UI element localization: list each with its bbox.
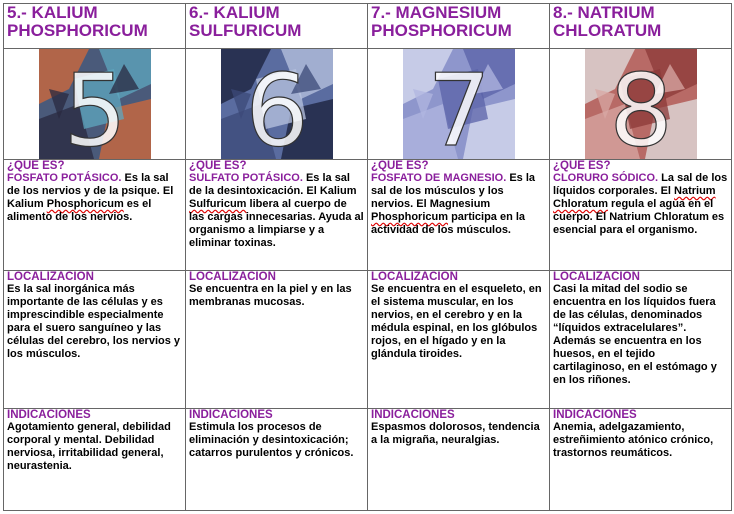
que-text	[371, 172, 546, 237]
que-text-a: Es la sal de la desintoxicación. El Kalium	[189, 172, 357, 197]
loc-text: Se encuentra en el esqueleto, en el sistema muscular, en los nervios, en el cerebro y en la médula espinal, en los glóbulos rojos, en el hígado y en la glándula tiroides.	[371, 283, 542, 360]
image-cell-7	[368, 49, 550, 160]
title-cell-6	[186, 4, 368, 49]
loc-cell-6	[186, 271, 368, 409]
ind-cell-6	[186, 409, 368, 511]
loc-label: LOCALIZACION	[189, 271, 276, 283]
que-cell-7	[368, 160, 550, 271]
loc-text: Casi la mitad del sodio se encuentra en los líquidos fuera de las células, denominados “líquidos extracelulares”. Además se encuentra en los huesos, en el tejido cartilaginoso, en el estómago y en los riñones.	[553, 283, 717, 386]
que-label: ¿QUE ES?	[371, 160, 429, 172]
que-text-underlined: Natrium Chloratum	[553, 185, 716, 210]
salt-image-5	[39, 49, 151, 159]
que-text-underlined: Sulfuricum	[189, 198, 247, 210]
salts-table	[3, 3, 732, 511]
ind-label: INDICACIONES	[553, 409, 637, 421]
ind-text: Estimula los procesos de eliminación y desintoxicación; catarros purulentos y crónicos.	[189, 421, 354, 459]
que-text	[7, 172, 182, 224]
title-line-1: 6.- KALIUM	[189, 3, 280, 22]
title-line-2: CHLORATUM	[553, 21, 662, 40]
que-text	[189, 172, 364, 250]
loc-label: LOCALIZACION	[553, 271, 640, 283]
ind-cell-8	[550, 409, 732, 511]
que-text-underlined: Phosphoricum	[371, 211, 449, 223]
que-label: ¿QUE ES?	[7, 160, 65, 172]
salt-image-7	[403, 49, 515, 159]
que-text	[553, 172, 728, 237]
numeral: 7	[426, 52, 491, 159]
image-cell-8	[550, 49, 732, 160]
salt-name: FOSFATO DE MAGNESIO.	[371, 172, 507, 184]
ind-label: INDICACIONES	[189, 409, 273, 421]
title-cell-8	[550, 4, 732, 49]
numeral: 8	[608, 52, 673, 159]
numeral: 5	[62, 52, 127, 159]
que-text-underlined: Phosphoricum	[46, 198, 124, 210]
ind-text: Agotamiento general, debilidad corporal y mental. Debilidad nerviosa, irritabilidad general, neurastenia.	[7, 421, 171, 472]
loc-cell-8	[550, 271, 732, 409]
que-text-a: La sal de los líquidos corporales. El	[553, 172, 728, 197]
ind-text: Anemia, adelgazamiento, estreñimiento atónico crónico, trastornos reumáticos.	[553, 421, 714, 459]
loc-text: Se encuentra en la piel y en las membranas mucosas.	[189, 283, 352, 308]
salt-image-8	[585, 49, 697, 159]
que-text-b: es el alimento de los nervios.	[7, 198, 152, 223]
loc-text: Es la sal inorgánica más importante de las células y es imprescindible especialmente para el suero sanguíneo y las células del cerebro, los nervios y los músculos.	[7, 283, 181, 360]
que-cell-6	[186, 160, 368, 271]
que-text-b: participa en la actividad de los músculos.	[371, 211, 526, 236]
title-line-2: PHOSPHORICUM	[371, 21, 512, 40]
loc-cell-7	[368, 271, 550, 409]
title-line-1: 5.- KALIUM	[7, 3, 98, 22]
title-line-2: SULFURICUM	[189, 21, 302, 40]
salt-name: FOSFATO POTÁSICO.	[7, 172, 122, 184]
ind-text: Espasmos dolorosos, tendencia a la migraña, neuralgias.	[371, 421, 540, 446]
que-label: ¿QUE ES?	[553, 160, 611, 172]
title-cell-5	[4, 4, 186, 49]
ind-label: INDICACIONES	[371, 409, 455, 421]
title-line-2: PHOSPHORICUM	[7, 21, 148, 40]
title-cell-7	[368, 4, 550, 49]
salt-name: CLORURO SÓDICO.	[553, 172, 659, 184]
numeral: 6	[244, 52, 309, 159]
que-text-b: regula el agua en el cuerpo. El Natrium Chloratum es esencial para el organismo.	[553, 198, 725, 236]
que-text-b: libera al cuerpo de las cargas innecesarias. Ayuda al organismo a limpiarse y a eliminar toxinas.	[189, 198, 364, 249]
salt-name: SULFATO POTÁSICO.	[189, 172, 303, 184]
ind-cell-7	[368, 409, 550, 511]
loc-label: LOCALIZACION	[371, 271, 458, 283]
que-label: ¿QUE ES?	[189, 160, 247, 172]
title-line-1: 7.- MAGNESIUM	[371, 3, 502, 22]
que-text-a: Es la sal de los nervios y de la psique. El Kalium	[7, 172, 174, 210]
image-cell-5	[4, 49, 186, 160]
image-cell-6	[186, 49, 368, 160]
loc-cell-5	[4, 271, 186, 409]
que-cell-5	[4, 160, 186, 271]
ind-label: INDICACIONES	[7, 409, 91, 421]
ind-cell-5	[4, 409, 186, 511]
que-text-a: Es la sal de los músculos y los nervios. El Magnesium	[371, 172, 536, 210]
loc-label: LOCALIZACION	[7, 271, 94, 283]
title-line-1: 8.- NATRIUM	[553, 3, 655, 22]
que-cell-8	[550, 160, 732, 271]
salt-image-6	[221, 49, 333, 159]
